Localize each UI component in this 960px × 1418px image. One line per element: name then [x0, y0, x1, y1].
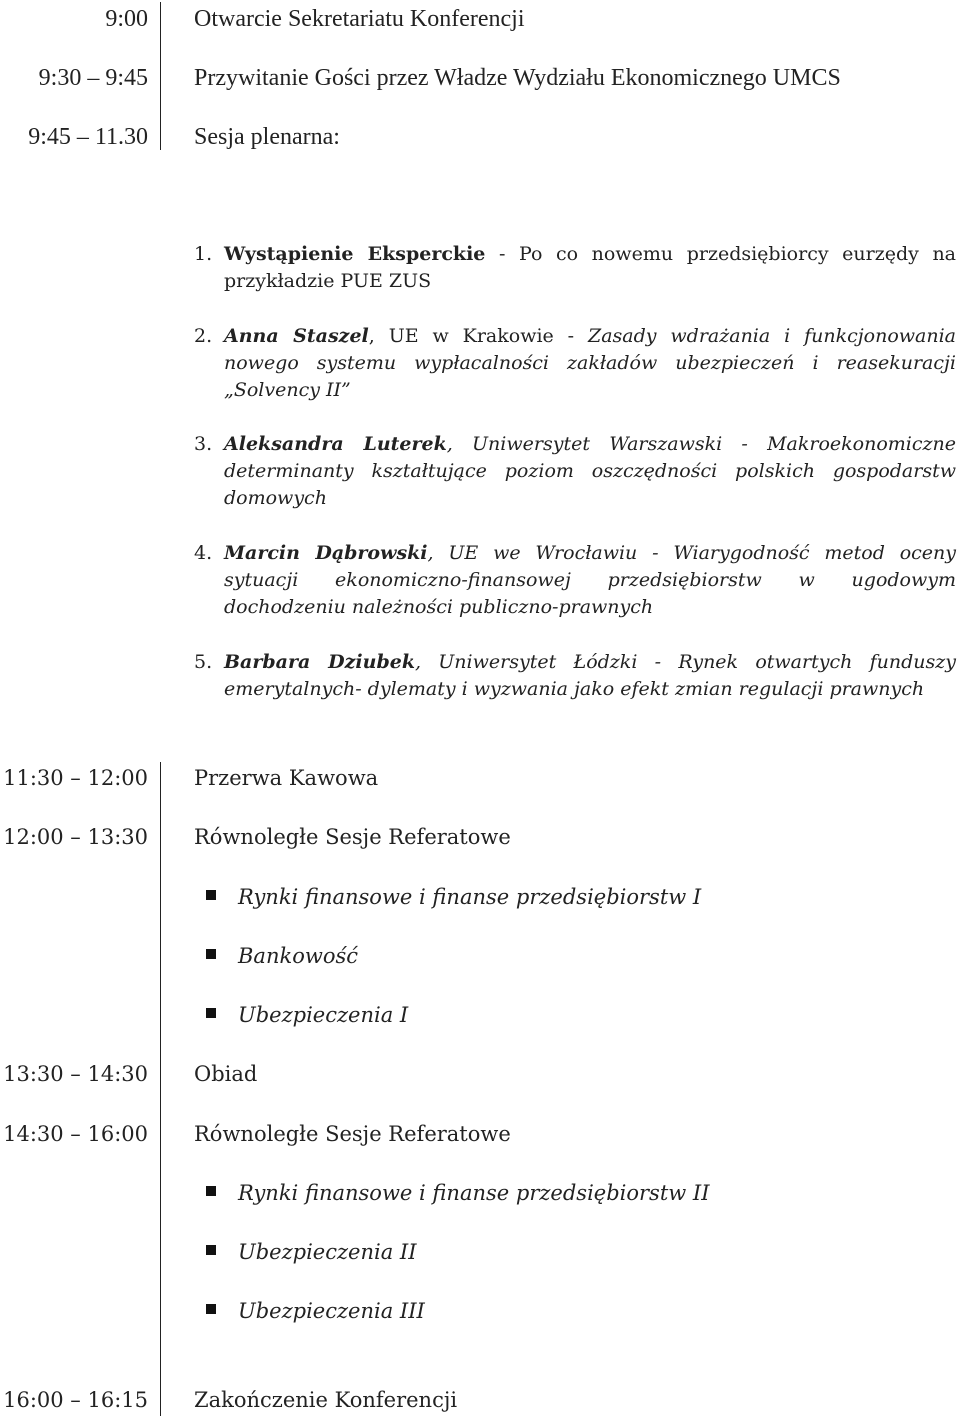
talk-affiliation: , UE we Wrocławiu -: [427, 542, 674, 564]
session-label: Rynki finansowe i finanse przedsiębiorstw I: [238, 885, 702, 909]
talk-number: 5.: [194, 651, 213, 673]
talk-number: 1.: [194, 243, 213, 265]
talk-line: przykładzie PUE ZUS: [224, 270, 432, 292]
talk-number: 4.: [194, 542, 213, 564]
time-cell: 12:00 – 13:30: [3, 825, 148, 849]
square-bullet-icon: [206, 1245, 216, 1255]
column-divider-bottom: [160, 762, 161, 1416]
talk-title-cont: nowego systemu wypłacalności zakładów ubezpieczeń i reasekuracji: [224, 352, 956, 374]
talk-speaker: Anna Staszel: [224, 325, 369, 347]
talk-title-cont: emerytalnych- dylematy i wyzwania jako efekt zmian regulacji prawnych: [224, 678, 925, 700]
session-label: Ubezpieczenia I: [238, 1003, 409, 1027]
time-cell: 14:30 – 16:00: [3, 1122, 148, 1146]
talk-affiliation: , UE w Krakowie -: [368, 325, 588, 347]
talk-title: Po co nowemu przedsiębiorcy eurzędy na: [518, 243, 957, 265]
talk-line: [224, 594, 956, 621]
square-bullet-icon: [206, 1008, 216, 1018]
talk-line: [224, 540, 956, 567]
session-label: Ubezpieczenia II: [238, 1240, 417, 1264]
session-label: Bankowość: [238, 944, 359, 968]
talk-title-cont: sytuacji ekonomiczno-finansowej przedsiębiorstw w ugodowym: [224, 569, 956, 591]
time-cell: 11:30 – 12:00: [3, 766, 148, 790]
talk-line: [224, 567, 956, 594]
plenary-talk-3: [194, 431, 956, 512]
talk-line: [224, 676, 956, 703]
plenary-talk-5: [194, 649, 956, 703]
session-item: [206, 883, 701, 911]
talk-line: [224, 350, 956, 377]
session-item: [206, 1001, 408, 1029]
event-cell: Zakończenie Konferencji: [194, 1388, 458, 1412]
event-cell: Sesja plenarna:: [194, 124, 340, 150]
talk-speaker: Aleksandra Luterek: [224, 433, 447, 455]
talk-line: [224, 377, 956, 404]
talk-title-cont: domowych: [224, 487, 327, 509]
plenary-talk-4: [194, 540, 956, 621]
talk-line: [224, 241, 956, 268]
plenary-talk-2: [194, 323, 956, 404]
time-cell: 9:30 – 9:45: [38, 65, 148, 91]
event-cell: Równoległe Sesje Referatowe: [194, 825, 511, 849]
session-item: [206, 1179, 710, 1207]
session-item: [206, 1297, 425, 1325]
session-item: [206, 1238, 417, 1266]
session-label: Rynki finansowe i finanse przedsiębiorstw II: [238, 1181, 710, 1205]
talk-number: 3.: [194, 433, 213, 455]
square-bullet-icon: [206, 949, 216, 959]
square-bullet-icon: [206, 1304, 216, 1314]
talk-title-cont: determinanty kształtujące poziom oszczędności polskich gospodarstw: [224, 460, 956, 482]
talk-line: [224, 649, 956, 676]
talk-line: [224, 323, 956, 350]
talk-title: Rynek otwartych funduszy: [678, 651, 956, 673]
square-bullet-icon: [206, 890, 216, 900]
event-cell: Przerwa Kawowa: [194, 766, 379, 790]
session-item: [206, 942, 358, 970]
talk-title: Zasady wdrażania i funkcjonowania: [588, 325, 956, 347]
plenary-talk-1: [194, 241, 956, 295]
event-cell: Równoległe Sesje Referatowe: [194, 1122, 511, 1146]
talk-title: Wiarygodność metod oceny: [673, 542, 956, 564]
event-cell: Przywitanie Gości przez Władze Wydziału Ekonomicznego UMCS: [194, 65, 841, 91]
time-cell: 9:00: [105, 6, 148, 32]
event-cell: Otwarcie Sekretariatu Konferencji: [194, 6, 525, 32]
talk-affiliation: , Uniwersytet Łódzki -: [414, 651, 679, 673]
talk-number: 2.: [194, 325, 213, 347]
talk-line: [224, 431, 956, 458]
time-cell: 9:45 – 11.30: [28, 124, 148, 150]
talk-speaker: Marcin Dąbrowski: [224, 542, 428, 564]
talk-speaker: Wystąpienie Eksperckie: [224, 243, 486, 265]
talk-separator: -: [485, 243, 519, 265]
time-cell: 13:30 – 14:30: [3, 1062, 148, 1086]
talk-title: Makroekonomiczne: [767, 433, 956, 455]
talk-line: [224, 458, 956, 485]
talk-speaker: Barbara Dziubek: [224, 651, 415, 673]
talk-line: [224, 485, 956, 512]
event-cell: Obiad: [194, 1062, 258, 1086]
square-bullet-icon: [206, 1186, 216, 1196]
talk-affiliation: , Uniwersytet Warszawski -: [446, 433, 768, 455]
talk-title-cont: „Solvency II”: [224, 379, 351, 401]
talk-title-cont: dochodzeniu należności publiczno-prawnych: [224, 596, 654, 618]
time-cell: 16:00 – 16:15: [3, 1388, 148, 1412]
session-label: Ubezpieczenia III: [238, 1299, 425, 1323]
column-divider-top: [160, 2, 161, 150]
